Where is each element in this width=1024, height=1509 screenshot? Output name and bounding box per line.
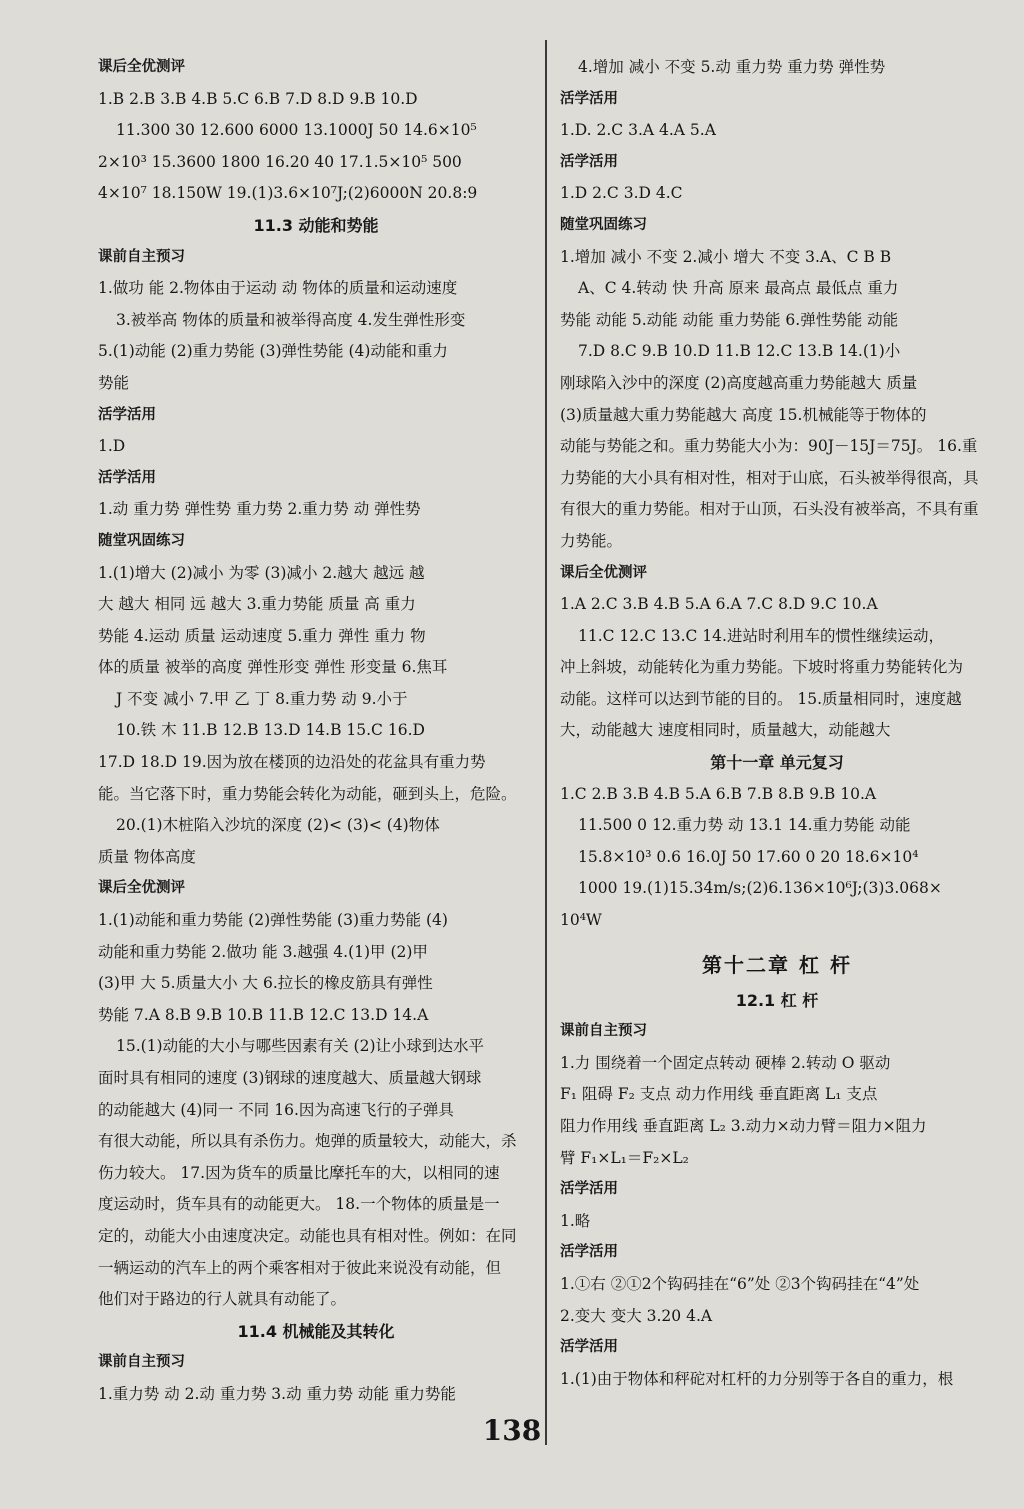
answer-line: 大 越大 相同 远 越大 3.重力势能 质量 高 重力 [98, 595, 416, 614]
column-divider [545, 40, 547, 1445]
answer-line: 1.略 [560, 1211, 591, 1230]
answer-line: (3)质量越大重力势能越大 高度 15.机械能等于物体的 [560, 405, 927, 424]
answer-line: 1.增加 减小 不变 2.减小 增大 不变 3.A、C B B [560, 247, 892, 266]
answer-line: 定的，动能大小由速度决定。动能也具有相对性。例如：在同 [98, 1226, 517, 1245]
answer-line: 3.被举高 物体的质量和被举得高度 4.发生弹性形变 [116, 310, 466, 329]
answer-line: 1.①右 ②①2个钩码挂在“6”处 ②3个钩码挂在“4”处 [560, 1274, 920, 1293]
answer-line: 1.重力势 动 2.动 重力势 3.动 重力势 动能 重力势能 [98, 1384, 456, 1403]
answer-line: 伤力较大。 17.因为货车的质量比摩托车的大，以相同的速 [98, 1163, 500, 1182]
answer-line: 体的质量 被举的高度 弹性形变 弹性 形变量 6.焦耳 [98, 658, 448, 677]
answer-line: 1.D. 2.C 3.A 4.A 5.A [560, 121, 716, 140]
answer-line: 1.(1)动能和重力势能 (2)弹性势能 (3)重力势能 (4) [98, 911, 448, 930]
answer-line: 17.D 18.D 19.因为放在楼顶的边沿处的花盆具有重力势 [98, 753, 486, 772]
section-heading: 随堂巩固练习 [560, 216, 647, 233]
answer-line: (3)甲 大 5.质量大小 大 6.拉长的橡皮筋具有弹性 [98, 974, 433, 993]
subsection-title: 11.4 机械能及其转化 [237, 1321, 395, 1341]
answer-line: 1.D 2.C 3.D 4.C [560, 184, 683, 203]
right-column [560, 52, 994, 1395]
answer-line: 度运动时，货车具有的动能更大。 18.一个物体的质量是一 [98, 1195, 500, 1214]
answer-line: 20.(1)木桩陷入沙坑的深度 (2)< (3)< (4)物体 [116, 816, 440, 835]
section-heading: 活学活用 [98, 469, 156, 486]
answer-line: A、C 4.转动 快 升高 原来 最高点 最低点 重力 [578, 279, 899, 298]
section-heading: 课前自主预习 [98, 248, 185, 265]
answer-line: 有很大的重力势能。相对于山顶，石头没有被举高，不具有重 [560, 500, 979, 519]
section-heading: 活学活用 [560, 1181, 618, 1198]
section-heading: 课后全优测评 [98, 880, 185, 897]
answer-line: 11.500 0 12.重力势 动 13.1 14.重力势能 动能 [578, 816, 911, 835]
answer-line: 动能和重力势能 2.做功 能 3.越强 4.(1)甲 (2)甲 [98, 942, 428, 961]
answer-line: 11.C 12.C 13.C 14.进站时利用车的惯性继续运动， [578, 626, 944, 645]
answer-line: 1.A 2.C 3.B 4.B 5.A 6.A 7.C 8.D 9.C 10.A [560, 595, 878, 614]
chapter-title: 第十二章 杠 杆 [702, 952, 852, 977]
subsection-title: 11.3 动能和势能 [253, 215, 379, 235]
answer-line: 阻力作用线 垂直距离 L₂ 3.动力×动力臂＝阻力×阻力 [560, 1117, 927, 1135]
section-heading: 活学活用 [560, 1244, 618, 1261]
section-heading: 活学活用 [560, 153, 618, 170]
section-heading: 活学活用 [560, 90, 618, 107]
answer-line: 有很大动能，所以具有杀伤力。炮弹的质量较大，动能大，杀 [98, 1132, 517, 1151]
answer-line: 1.B 2.B 3.B 4.B 5.C 6.B 7.D 8.D 9.B 10.D [98, 89, 418, 108]
answer-line: 质量 物体高度 [98, 847, 196, 866]
answer-line: 1.(1)增大 (2)减小 为零 (3)减小 2.越大 越远 越 [98, 563, 425, 582]
answer-line: 11.300 30 12.600 6000 13.1000J 50 14.6×10⁵ [116, 121, 477, 140]
answer-line: 他们对于路边的行人就具有动能了。 [98, 1290, 347, 1309]
answer-line: 15.(1)动能的大小与哪些因素有关 (2)让小球到达水平 [116, 1037, 484, 1056]
page-number: 138 [482, 1414, 542, 1447]
answer-line: 势能 7.A 8.B 9.B 10.B 11.B 12.C 13.D 14.A [98, 1005, 429, 1024]
answer-line: 10⁴W [560, 911, 602, 930]
answer-line: F₁ 阻碍 F₂ 支点 动力作用线 垂直距离 L₁ 支点 [560, 1085, 878, 1104]
answer-line: 1.C 2.B 3.B 4.B 5.A 6.B 7.B 8.B 9.B 10.A [560, 784, 877, 803]
answer-line: 7.D 8.C 9.B 10.D 11.B 12.C 13.B 14.(1)小 [578, 342, 901, 361]
answer-line: 臂 F₁×L₁＝F₂×L₂ [560, 1148, 689, 1167]
answer-line: 5.(1)动能 (2)重力势能 (3)弹性势能 (4)动能和重力 [98, 342, 448, 361]
answer-line: J 不变 减小 7.甲 乙 丁 8.重力势 动 9.小于 [116, 689, 408, 708]
section-heading: 课后全优测评 [560, 564, 647, 581]
answer-line: 面时具有相同的速度 (3)钢球的速度越大、质量越大钢球 [98, 1069, 482, 1087]
answer-line: 2.变大 变大 3.20 4.A [560, 1306, 713, 1325]
answer-line: 1.做功 能 2.物体由于运动 动 物体的质量和运动速度 [98, 279, 458, 298]
section-heading: 课后全优测评 [98, 59, 185, 75]
answer-line: 2×10³ 15.3600 1800 16.20 40 17.1.5×10⁵ 500 [98, 152, 462, 171]
answer-line: 一辆运动的汽车上的两个乘客相对于彼此来说没有动能，但 [98, 1258, 502, 1277]
answer-line: 1.动 重力势 弹性势 重力势 2.重力势 动 弹性势 [98, 500, 421, 519]
answer-line: 1.D [98, 437, 126, 456]
subsection-title: 12.1 杠 杆 [735, 990, 819, 1010]
answer-line: 势能 动能 5.动能 动能 重力势能 6.弹性势能 动能 [560, 310, 899, 329]
answer-line: 势能 [98, 373, 130, 392]
section-heading: 活学活用 [98, 406, 156, 423]
answer-line: 刚球陷入沙中的深度 (2)高度越高重力势能越大 质量 [560, 373, 918, 392]
answer-line: 能。当它落下时，重力势能会转化为动能，砸到头上，危险。 [98, 784, 517, 803]
section-heading: 活学活用 [560, 1339, 618, 1356]
answer-line: 1.(1)由于物体和秤砣对杠杆的力分别等于各自的重力，根 [560, 1369, 954, 1388]
section-heading: 课前自主预习 [98, 1354, 185, 1371]
answer-line: 15.8×10³ 0.6 16.0J 50 17.60 0 20 18.6×10⁴ [578, 847, 919, 866]
answer-line: 力势能的大小具有相对性，相对于山底，石头被举得很高，具 [560, 468, 979, 487]
left-column [98, 52, 534, 1411]
answer-line: 动能。这样可以达到节能的目的。 15.质量相同时，速度越 [560, 689, 962, 708]
answer-line: 冲上斜坡，动能转化为重力势能。下坡时将重力势能转化为 [560, 658, 964, 677]
answer-line: 动能与势能之和。重力势能大小为：90J－15J＝75J。 16.重 [560, 437, 978, 456]
answer-line: 的动能越大 (4)同一 不同 16.因为高速飞行的子弹具 [98, 1100, 454, 1119]
section-heading: 课前自主预习 [560, 1023, 647, 1040]
answer-line: 势能 4.运动 质量 运动速度 5.重力 弹性 重力 物 [98, 626, 426, 645]
subsection-title: 第十一章 单元复习 [710, 753, 844, 773]
answer-line: 10.铁 木 11.B 12.B 13.D 14.B 15.C 16.D [116, 721, 425, 740]
section-heading: 随堂巩固练习 [98, 532, 185, 549]
answer-line: 4×10⁷ 18.150W 19.(1)3.6×10⁷J;(2)6000N 20.8:9 [98, 184, 478, 203]
answer-line: 力势能。 [560, 531, 623, 550]
answer-line: 大，动能越大 速度相同时，质量越大，动能越大 [560, 721, 891, 740]
answer-line: 1.力 围绕着一个固定点转动 硬棒 2.转动 O 驱动 [560, 1053, 891, 1072]
answer-line: 4.增加 减小 不变 5.动 重力势 重力势 弹性势 [578, 58, 886, 76]
answer-line: 1000 19.(1)15.34m/s;(2)6.136×10⁶J;(3)3.068× [578, 879, 942, 898]
